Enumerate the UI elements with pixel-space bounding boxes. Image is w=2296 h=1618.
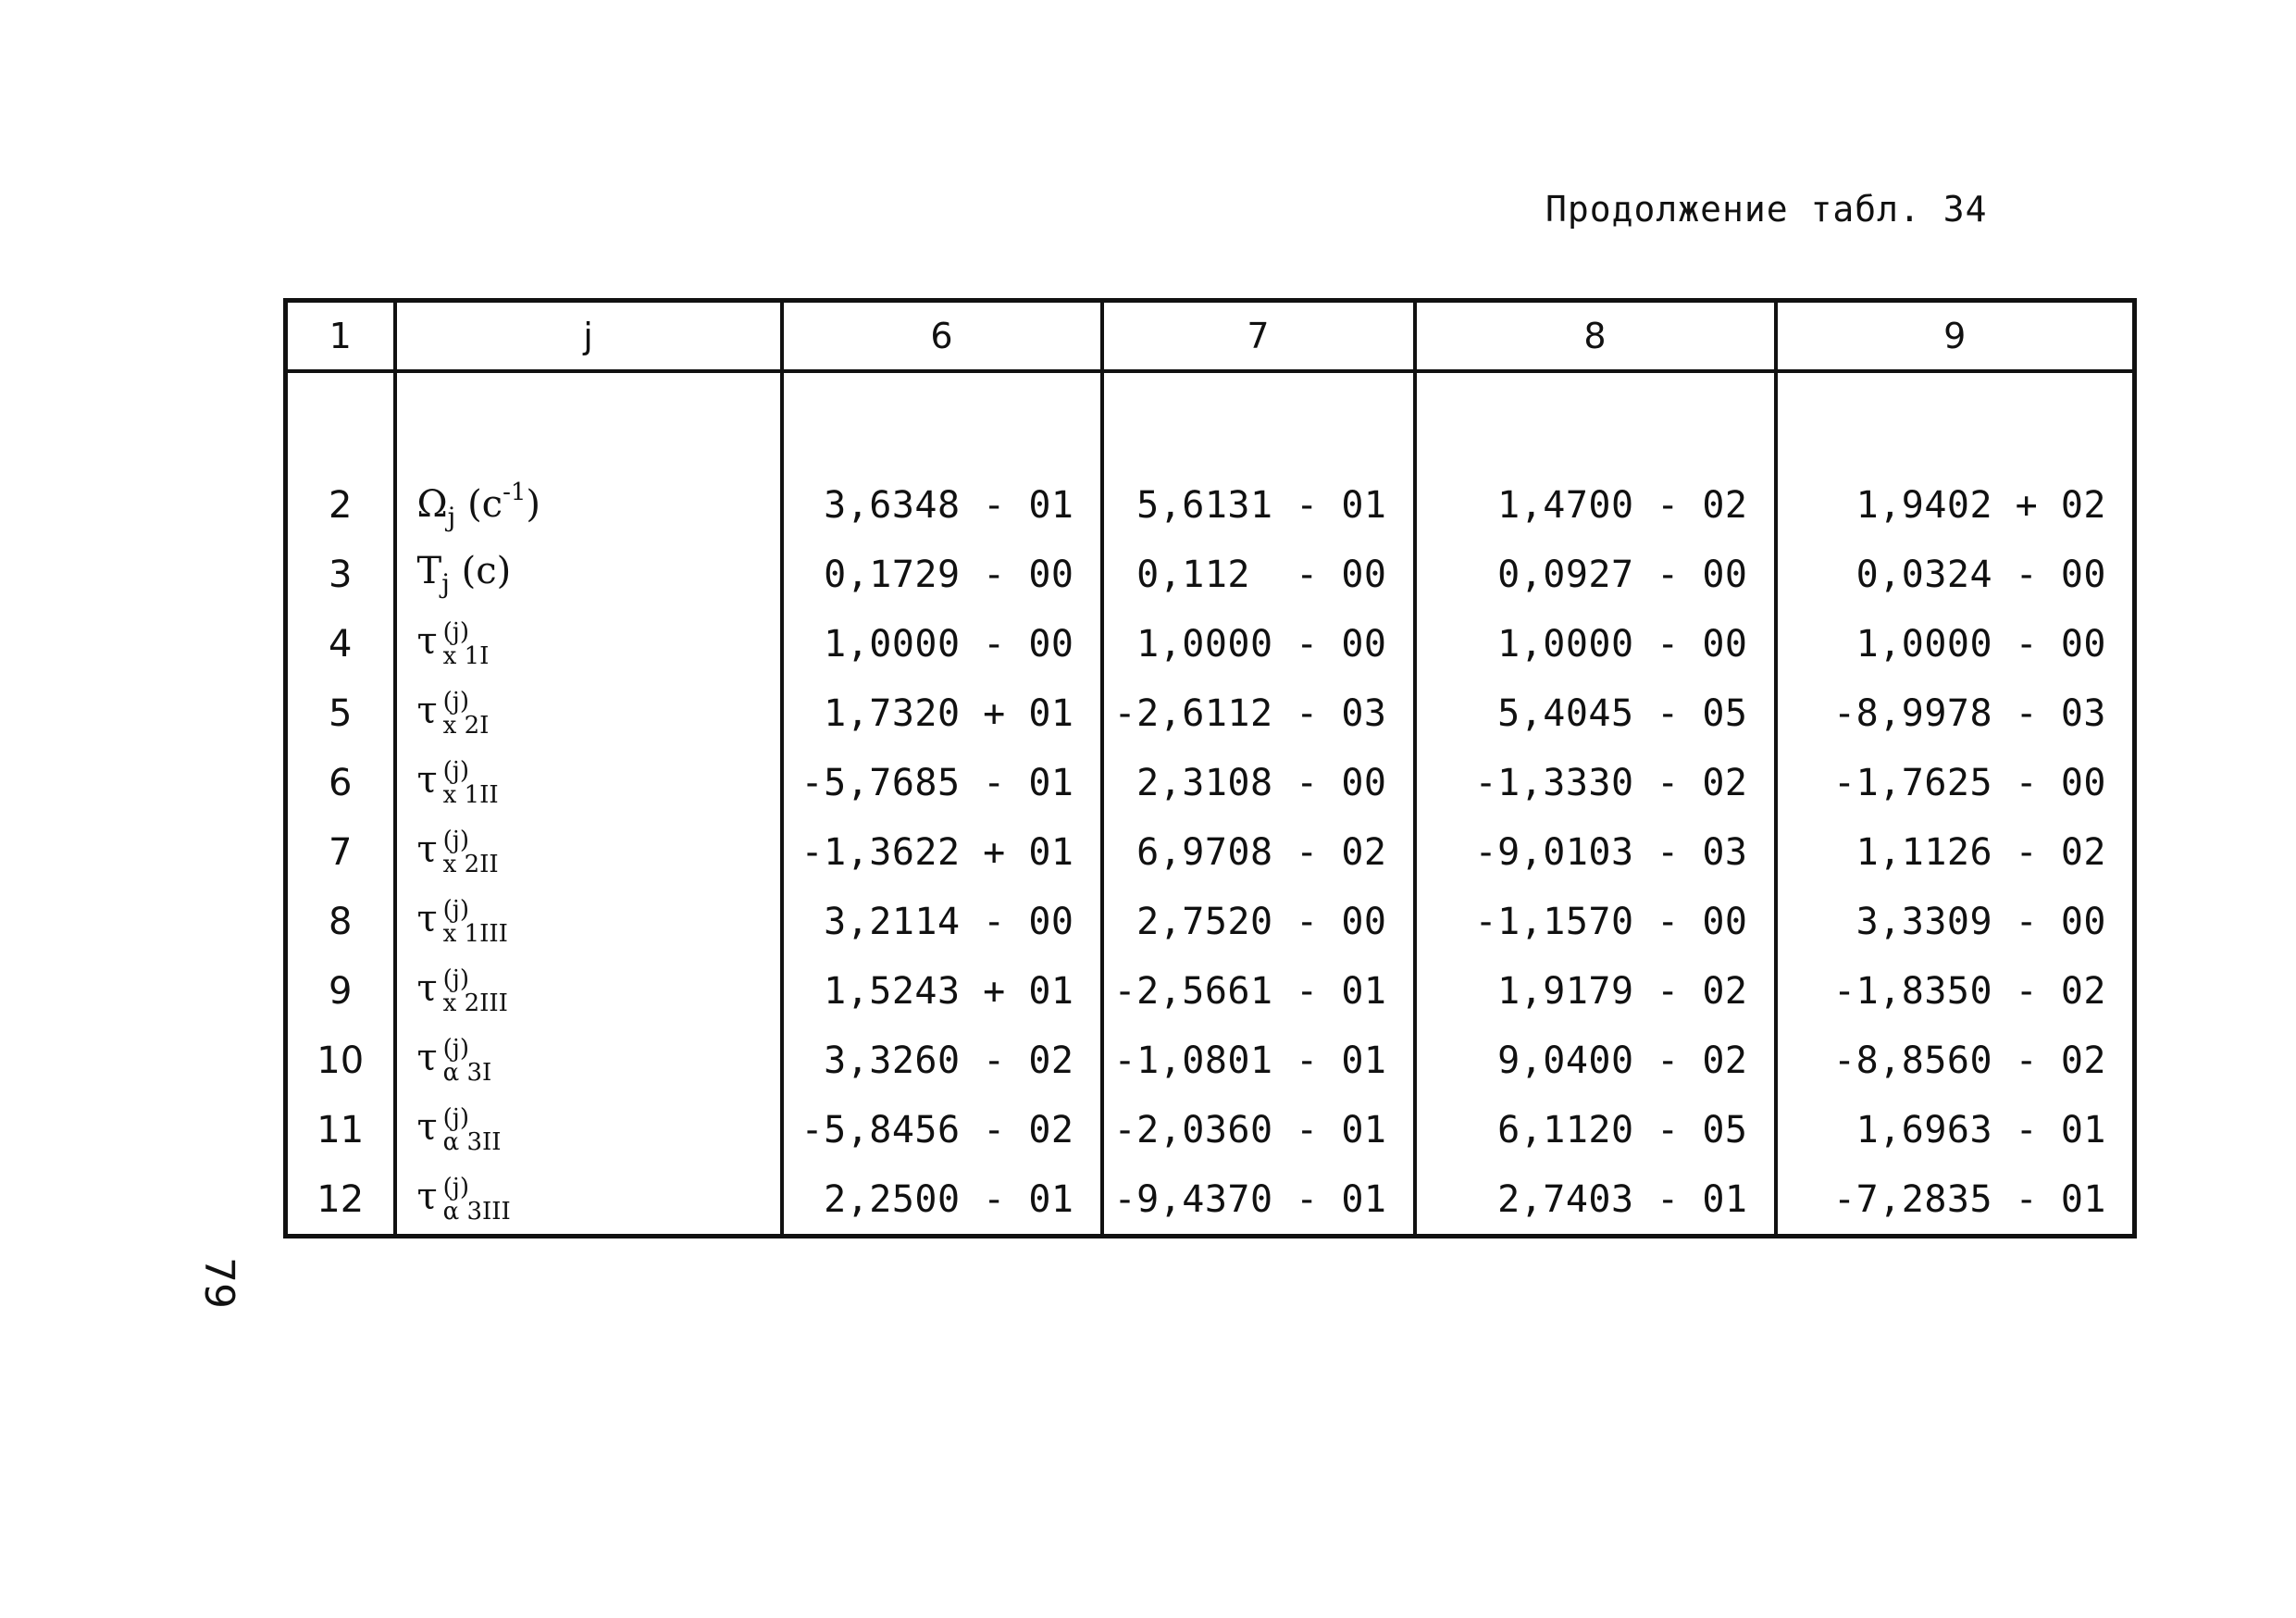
- symbol-indices: [442, 687, 490, 740]
- row-symbol: [395, 1164, 782, 1237]
- symbol-superscript: (j): [442, 687, 469, 716]
- symbol-indices: [443, 828, 499, 877]
- value-cell: -9,0103 - 03: [1415, 817, 1776, 887]
- row-number: 9: [286, 956, 395, 1026]
- symbol-indices: [442, 756, 499, 809]
- value-cell: 1,5243 + 01: [782, 956, 1102, 1026]
- value-cell: 3,2114 - 00: [782, 887, 1102, 956]
- row-symbol: [395, 678, 782, 748]
- row-symbol: [395, 887, 782, 956]
- value-cell: 1,7320 + 01: [782, 678, 1102, 748]
- symbol-main: T: [416, 550, 442, 592]
- symbol-subscript: x 1I: [442, 641, 490, 670]
- table-row: [286, 956, 2135, 1026]
- value-cell: 0,1729 - 00: [782, 540, 1102, 609]
- header-cell: 8: [1415, 301, 1776, 372]
- table-row: [286, 1095, 2135, 1164]
- value-cell: 0,0927 - 00: [1415, 540, 1776, 609]
- symbol-unit: (c): [449, 550, 512, 592]
- header-cell: 7: [1102, 301, 1415, 372]
- row-symbol: [395, 609, 782, 678]
- symbol-main: τ: [416, 966, 438, 1010]
- value-cell: 5,4045 - 05: [1415, 678, 1776, 748]
- value-cell: 0,0324 - 00: [1776, 540, 2135, 609]
- value-cell: 1,0000 - 00: [1776, 609, 2135, 678]
- value-cell: -1,3622 + 01: [782, 817, 1102, 887]
- value-cell: -1,0801 - 01: [1102, 1026, 1415, 1095]
- symbol-superscript: (j): [442, 1173, 469, 1201]
- symbol-subscript: j: [447, 501, 456, 532]
- value-cell: 1,9402 + 02: [1776, 470, 2135, 540]
- value-cell: -1,1570 - 00: [1415, 887, 1776, 956]
- table-row: [286, 470, 2135, 540]
- value-cell: 1,0000 - 00: [782, 609, 1102, 678]
- symbol-exponent: -1: [503, 478, 527, 506]
- row-number: 5: [286, 678, 395, 748]
- row-symbol: [395, 817, 782, 887]
- header-cell: 9: [1776, 301, 2135, 372]
- symbol-subscript: x 2II: [442, 850, 499, 878]
- value-cell: 1,1126 - 02: [1776, 817, 2135, 887]
- value-cell: -2,5661 - 01: [1102, 956, 1415, 1026]
- table-row: [286, 678, 2135, 748]
- value-cell: 2,7520 - 00: [1102, 887, 1415, 956]
- value-cell: 2,2500 - 01: [782, 1164, 1102, 1237]
- value-cell: -1,3330 - 02: [1415, 748, 1776, 817]
- symbol-subscript: x 2III: [442, 989, 508, 1017]
- value-cell: 3,6348 - 01: [782, 470, 1102, 540]
- symbol-indices: [442, 1103, 502, 1156]
- header-row: [286, 301, 2135, 372]
- symbol-subscript: α 3I: [442, 1058, 492, 1087]
- table-row: [286, 817, 2135, 887]
- row-number: 10: [286, 1026, 395, 1095]
- symbol-unit: (c: [455, 482, 503, 526]
- symbol-subscript: x 1III: [442, 919, 508, 948]
- symbol-main: τ: [416, 828, 438, 871]
- value-cell: -5,8456 - 02: [782, 1095, 1102, 1164]
- symbol-superscript: (j): [442, 1103, 469, 1132]
- row-number: 3: [286, 540, 395, 609]
- symbol-superscript: (j): [442, 826, 469, 854]
- symbol-main: τ: [416, 758, 438, 802]
- symbol-main: τ: [416, 1175, 438, 1218]
- value-cell: -8,9978 - 03: [1776, 678, 2135, 748]
- value-cell: 6,1120 - 05: [1415, 1095, 1776, 1164]
- value-cell: -1,7625 - 00: [1776, 748, 2135, 817]
- value-cell: 1,9179 - 02: [1415, 956, 1776, 1026]
- symbol-close: ): [526, 482, 541, 526]
- header-cell: j: [395, 301, 782, 372]
- symbol-main: τ: [416, 619, 438, 663]
- row-symbol: [395, 540, 782, 609]
- value-cell: 1,6963 - 01: [1776, 1095, 2135, 1164]
- value-cell: 1,0000 - 00: [1415, 609, 1776, 678]
- symbol-main: τ: [416, 1105, 438, 1149]
- value-cell: 0,112 - 00: [1102, 540, 1415, 609]
- value-cell: -8,8560 - 02: [1776, 1026, 2135, 1095]
- table-row: [286, 1026, 2135, 1095]
- symbol-superscript: (j): [442, 617, 469, 646]
- data-table: [283, 298, 2137, 1238]
- row-symbol: [395, 748, 782, 817]
- value-cell: -9,4370 - 01: [1102, 1164, 1415, 1237]
- row-number: 11: [286, 1095, 395, 1164]
- value-cell: 5,6131 - 01: [1102, 470, 1415, 540]
- symbol-superscript: (j): [442, 1034, 469, 1063]
- symbol-main: τ: [416, 1036, 438, 1079]
- table-row: [286, 748, 2135, 817]
- row-number: 12: [286, 1164, 395, 1237]
- row-number: 4: [286, 609, 395, 678]
- symbol-indices: [442, 895, 508, 948]
- symbol-subscript: α 3III: [442, 1197, 511, 1226]
- symbol-indices: [442, 1034, 492, 1087]
- row-symbol: [395, 470, 782, 540]
- table-row: [286, 1164, 2135, 1237]
- value-cell: -2,0360 - 01: [1102, 1095, 1415, 1164]
- value-cell: -2,6112 - 03: [1102, 678, 1415, 748]
- spacer-row: [286, 371, 2135, 470]
- value-cell: -7,2835 - 01: [1776, 1164, 2135, 1237]
- value-cell: 6,9708 - 02: [1102, 817, 1415, 887]
- row-symbol: [395, 1026, 782, 1095]
- value-cell: -5,7685 - 01: [782, 748, 1102, 817]
- table-row: [286, 609, 2135, 678]
- value-cell: -1,8350 - 02: [1776, 956, 2135, 1026]
- row-number: 6: [286, 748, 395, 817]
- header-cell: 1: [286, 301, 395, 372]
- table-row: [286, 540, 2135, 609]
- symbol-indices: [442, 1173, 511, 1226]
- value-cell: 2,3108 - 00: [1102, 748, 1415, 817]
- header-cell: 6: [782, 301, 1102, 372]
- symbol-main: τ: [416, 897, 438, 940]
- symbol-superscript: (j): [442, 965, 469, 993]
- row-number: 8: [286, 887, 395, 956]
- value-cell: 1,0000 - 00: [1102, 609, 1415, 678]
- row-number: 2: [286, 470, 395, 540]
- symbol-superscript: (j): [442, 895, 469, 924]
- symbol-subscript: α 3II: [442, 1127, 502, 1156]
- symbol-subscript: x 1II: [442, 780, 499, 809]
- table-caption: Продолжение табл. 34: [1545, 189, 1988, 230]
- table-row: [286, 887, 2135, 956]
- value-cell: 2,7403 - 01: [1415, 1164, 1776, 1237]
- symbol-main: Ω: [416, 482, 448, 526]
- value-cell: 1,4700 - 02: [1415, 470, 1776, 540]
- symbol-indices: [442, 617, 490, 670]
- value-cell: 3,3309 - 00: [1776, 887, 2135, 956]
- page-number: 79: [195, 1257, 242, 1309]
- row-symbol: [395, 956, 782, 1026]
- symbol-superscript: (j): [442, 756, 469, 785]
- row-symbol: [395, 1095, 782, 1164]
- symbol-main: τ: [416, 689, 438, 732]
- value-cell: 9,0400 - 02: [1415, 1026, 1776, 1095]
- value-cell: 3,3260 - 02: [782, 1026, 1102, 1095]
- symbol-subscript: x 2I: [442, 711, 490, 740]
- table-body: [286, 371, 2135, 1237]
- symbol-subscript: j: [441, 568, 450, 599]
- symbol-indices: [443, 967, 508, 1015]
- row-number: 7: [286, 817, 395, 887]
